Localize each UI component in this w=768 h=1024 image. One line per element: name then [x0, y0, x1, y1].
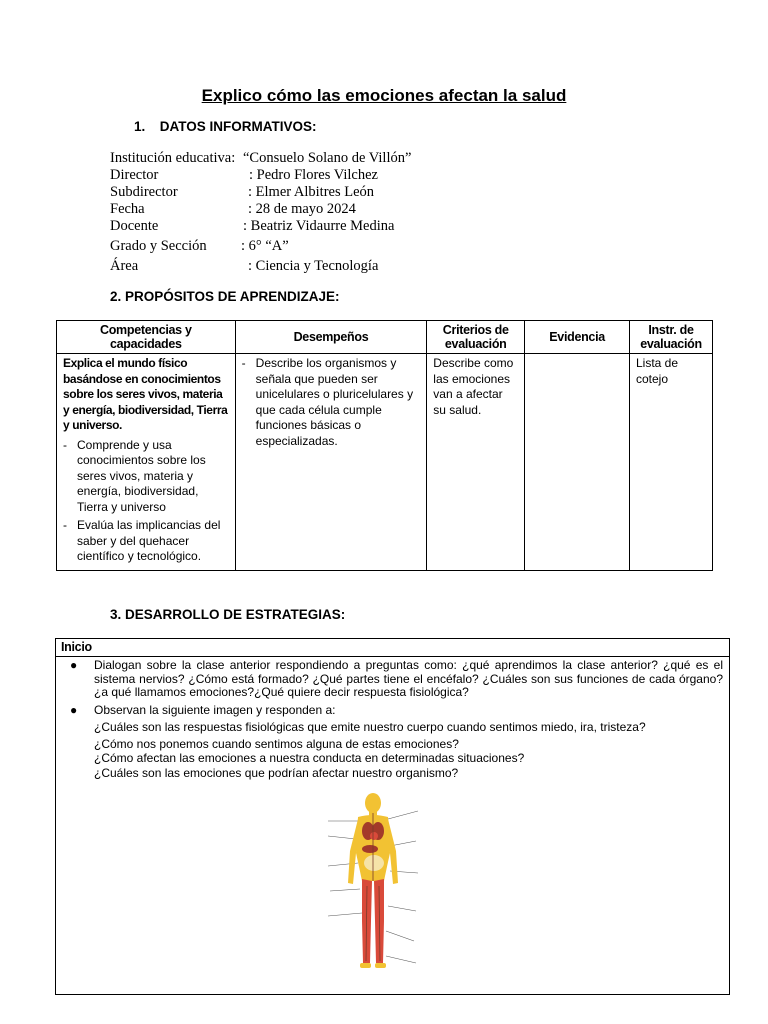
development-content — [56, 657, 729, 780]
info-label: Subdirector — [110, 184, 178, 200]
bullet-item — [66, 659, 723, 700]
capacidad-item: - Evalúa las implicancias del saber y del quehacer científico y tecnológico. — [63, 518, 229, 565]
section-1-title: DATOS INFORMATIVOS: — [159, 119, 317, 134]
table-header-row — [57, 321, 713, 354]
section-1-number: 1. — [134, 119, 146, 134]
desempeno-item: - Describe los organismos y señala que pueden ser unicelulares o pluricelulares y que cada célula cumple funciones básicas o especializadas. — [242, 356, 421, 449]
header-desempenos: Desempeños — [235, 321, 427, 354]
header-instrumento: Instr. de evaluación — [630, 321, 713, 354]
bullet-dot-icon: ● — [70, 658, 78, 672]
question-item: ¿Cuáles son las emociones que podrían afectar nuestro organismo? — [94, 765, 459, 780]
info-value: : Pedro Flores Vilchez — [249, 167, 378, 183]
skin-shape — [375, 963, 386, 968]
bullet-text: Dialogan sobre la clase anterior respondiendo a preguntas como: ¿qué aprendimos la clase anterior? ¿qué es el sistema nervios? ¿Cómo está formado? ¿Qué partes tiene el encéfalo? ¿Cuáles son sus funciones de cada órgano? ¿a qué llamamos emociones?¿Qué quiere decir respuesta fisiológica? — [94, 658, 723, 699]
learning-purposes-table — [56, 320, 713, 571]
human-body-figure — [328, 793, 418, 968]
human-body-illustration — [328, 791, 418, 979]
info-label: Área — [110, 258, 139, 274]
cell-instrumento: Lista de cotejo — [630, 354, 713, 571]
document-title: Explico cómo las emociones afectan la salud — [201, 86, 567, 105]
section-2-heading: 2. PROPÓSITOS DE APRENDIZAJE: — [110, 289, 340, 304]
question-item: ¿Cuáles son las respuestas fisiológicas que emite nuestro cuerpo cuando sentimos miedo, ira, tristeza? — [94, 720, 646, 734]
info-value: : 6° “A” — [241, 238, 289, 254]
header-criterios: Criterios de evaluación — [427, 321, 525, 354]
question-item: ¿Cómo nos ponemos cuando sentimos alguna de estas emociones? — [94, 736, 459, 751]
header-competencias: Competencias y capacidades — [57, 321, 236, 354]
phase-inicio-label: Inicio — [56, 639, 729, 657]
skin-shape — [360, 963, 371, 968]
muscle-shape — [370, 832, 378, 840]
info-label: Grado y Sección — [110, 238, 207, 254]
bullet-item — [66, 704, 723, 718]
section-1-heading — [134, 119, 317, 134]
header-evidencia: Evidencia — [525, 321, 630, 354]
info-value: : 28 de mayo 2024 — [248, 201, 356, 217]
table-row — [57, 354, 713, 571]
bullet-dot-icon: ● — [70, 702, 78, 717]
cell-competencias — [57, 354, 236, 571]
desempenos-list — [242, 356, 421, 449]
capacidad-item: - Comprende y usa conocimientos sobre los seres vivos, materia y energía, biodiversidad, Tierra y universo — [63, 438, 229, 516]
cell-criterios: Describe como las emociones van a afectar su salud. — [427, 354, 525, 571]
skin-shape — [365, 793, 381, 813]
section-3-heading: 3. DESARROLLO DE ESTRATEGIAS: — [110, 607, 346, 622]
question-item: ¿Cómo afectan las emociones a nuestra conducta en determinadas situaciones? — [94, 751, 525, 765]
info-label: Docente — [110, 218, 159, 234]
info-value: : Ciencia y Tecnología — [248, 258, 379, 274]
info-label: Fecha — [110, 201, 145, 217]
bone-shape — [364, 855, 384, 871]
organ-shape — [362, 845, 378, 853]
development-box — [55, 638, 730, 995]
info-value: : Beatriz Vidaurre Medina — [243, 218, 395, 234]
info-label: Director — [110, 167, 159, 183]
competencia-text: Explica el mundo físico basándose en conocimientos sobre los seres vivos, materia y energía, biodiversidad, Tierra y universo. — [63, 356, 228, 432]
bullet-text: Observan la siguiente imagen y responden a: — [94, 702, 336, 717]
capacidades-list — [63, 438, 229, 565]
info-label: Institución educativa: — [110, 150, 236, 166]
cell-desempenos — [235, 354, 427, 571]
info-value: : Elmer Albitres León — [248, 184, 375, 200]
cell-evidencia — [525, 354, 630, 571]
info-value: “Consuelo Solano de Villón” — [243, 150, 412, 166]
